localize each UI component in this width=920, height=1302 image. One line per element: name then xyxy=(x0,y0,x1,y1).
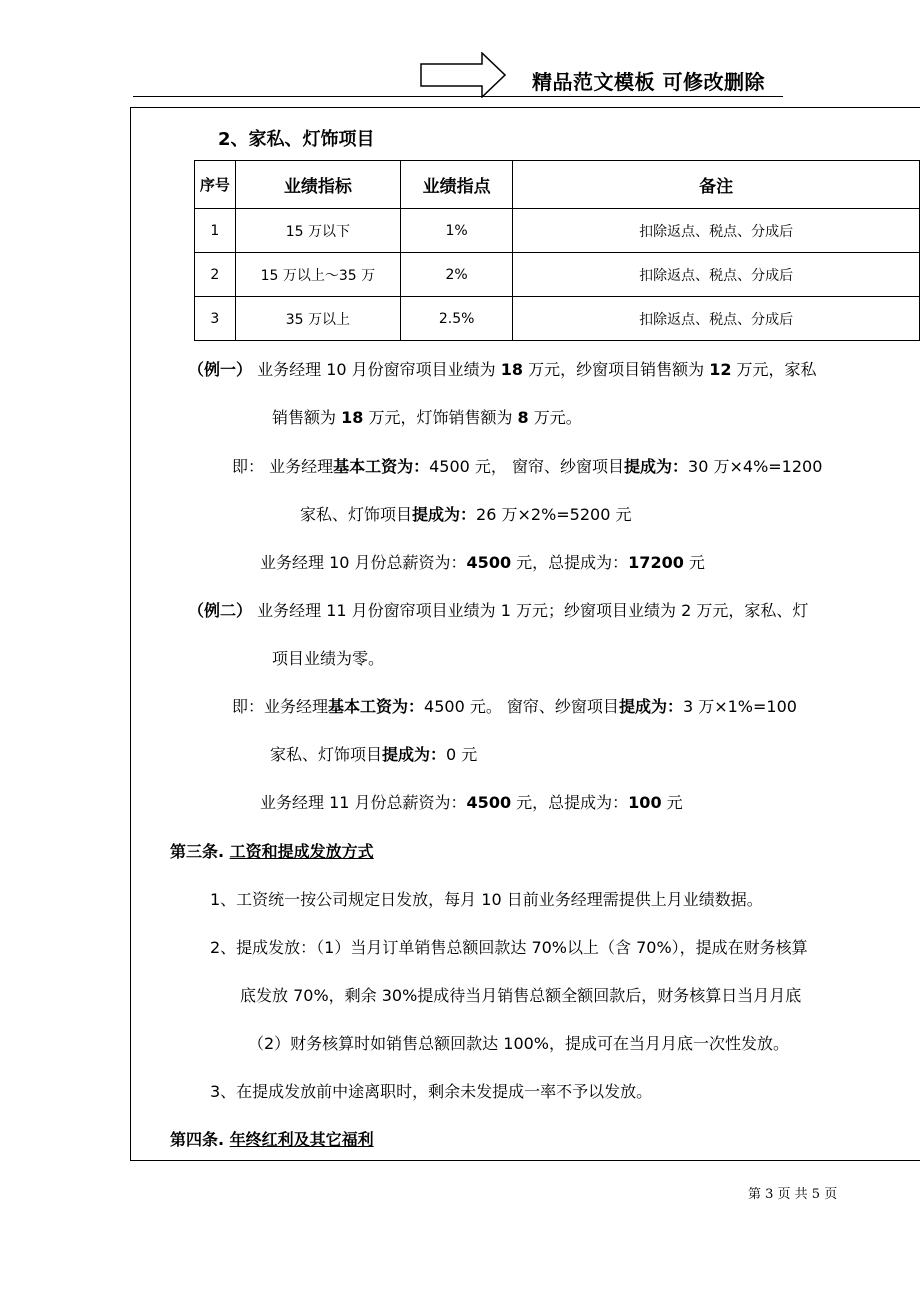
cell-seq: 3 xyxy=(195,297,236,341)
header-seq: 序号 xyxy=(195,161,236,209)
example2-line4: 家私、灯饰项目提成为：0 元 xyxy=(270,745,478,764)
section-title: 2、家私、灯饰项目 xyxy=(218,129,375,150)
article4-title: 年终红利及其它福利 xyxy=(229,1130,374,1149)
article3-item3: 3、在提成发放前中途离职时，剩余未发提成一率不予以发放。 xyxy=(210,1082,653,1101)
example2-line2: 项目业绩为零。 xyxy=(272,649,385,668)
article3-item2-line2: 底发放 70%，剩余 30%提成待当月销售总额全额回款后，财务核算日当月月底 xyxy=(240,986,802,1005)
example2-line5: 业务经理 11 月份总薪资为：4500 元，总提成为：100 元 xyxy=(260,793,683,812)
example2-label: （例二） xyxy=(188,601,253,620)
cell-seq: 1 xyxy=(195,209,236,253)
header-indicator: 业绩指标 xyxy=(235,161,400,209)
example1-line1: （例一） 业务经理 10 月份窗帘项目业绩为 18 万元，纱窗项目销售额为 12 万元，家私 xyxy=(188,360,817,379)
example2-line1: （例二） 业务经理 11 月份窗帘项目业绩为 1 万元；纱窗项目业绩为 2 万元，家私、灯 xyxy=(188,601,809,620)
header-point: 业绩指点 xyxy=(401,161,513,209)
article3-heading: 第三条. 工资和提成发放方式 xyxy=(170,842,374,861)
header-rule xyxy=(133,96,783,97)
page-footer: 第 3 页 共 5 页 xyxy=(748,1187,838,1202)
cell-indicator: 35 万以上 xyxy=(235,297,400,341)
table-row xyxy=(195,209,920,253)
header-title: 精品范文模板 可修改删除 xyxy=(532,70,765,94)
article3-item2-line3: （2）财务核算时如销售总额回款达 100%，提成可在当月月底一次性发放。 xyxy=(248,1034,790,1053)
example1-line2: 销售额为 18 万元，灯饰销售额为 8 万元。 xyxy=(272,408,582,427)
table-row xyxy=(195,297,920,341)
cell-indicator: 15 万以上～35 万 xyxy=(235,253,400,297)
header-remark: 备注 xyxy=(513,161,920,209)
cell-indicator: 15 万以下 xyxy=(235,209,400,253)
table-row xyxy=(195,253,920,297)
example1-line3: 即： 业务经理基本工资为：4500 元， 窗帘、纱窗项目提成为：30 万×4%=1200 xyxy=(232,457,823,476)
performance-table xyxy=(194,160,920,341)
arrow-icon xyxy=(420,52,506,98)
article3-item1: 1、工资统一按公司规定日发放，每月 10 日前业务经理需提供上月业绩数据。 xyxy=(210,890,763,909)
example2-line3: 即：业务经理基本工资为：4500 元。 窗帘、纱窗项目提成为：3 万×1%=100 xyxy=(232,697,797,716)
example1-label: （例一） xyxy=(188,360,253,379)
cell-remark: 扣除返点、税点、分成后 xyxy=(513,209,920,253)
cell-remark: 扣除返点、税点、分成后 xyxy=(513,297,920,341)
cell-point: 2% xyxy=(401,253,513,297)
cell-point: 1% xyxy=(401,209,513,253)
cell-seq: 2 xyxy=(195,253,236,297)
example1-line4: 家私、灯饰项目提成为：26 万×2%=5200 元 xyxy=(300,505,632,524)
article4-heading: 第四条. 年终红利及其它福利 xyxy=(170,1130,374,1149)
cell-point: 2.5% xyxy=(401,297,513,341)
table-header-row xyxy=(195,161,920,209)
article3-item2-line1: 2、提成发放：（1）当月订单销售总额回款达 70%以上（含 70%），提成在财务核算 xyxy=(210,938,808,957)
example1-line5: 业务经理 10 月份总薪资为：4500 元，总提成为：17200 元 xyxy=(260,553,705,572)
article3-title: 工资和提成发放方式 xyxy=(229,842,374,861)
cell-remark: 扣除返点、税点、分成后 xyxy=(513,253,920,297)
